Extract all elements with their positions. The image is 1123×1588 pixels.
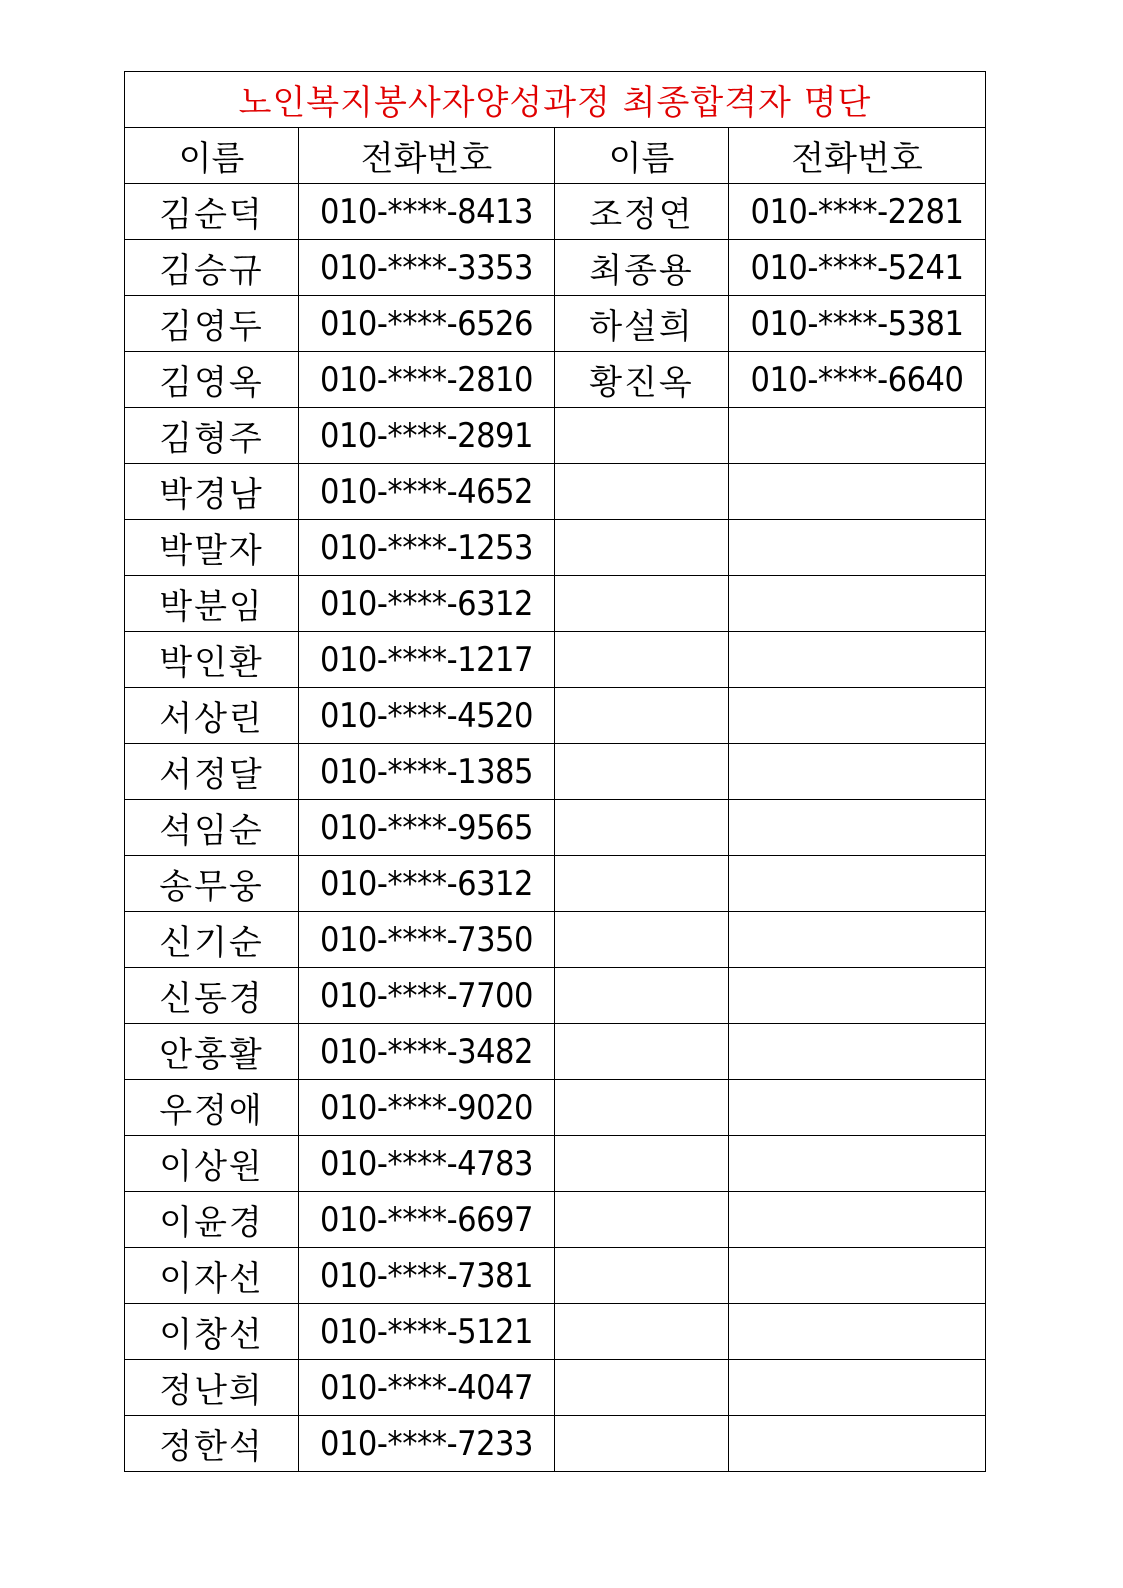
phone-cell-right	[729, 744, 986, 800]
name-cell-left: 김형주	[125, 408, 299, 464]
roster-table	[124, 71, 986, 1472]
name-cell-left: 신동경	[125, 968, 299, 1024]
table-row	[125, 800, 986, 856]
name-cell-left: 정난희	[125, 1360, 299, 1416]
header-row	[125, 128, 986, 184]
roster-body	[125, 184, 986, 1472]
name-cell-right	[555, 1136, 729, 1192]
name-cell-right	[555, 912, 729, 968]
phone-cell-left: 010-****-7700	[299, 968, 555, 1024]
table-row	[125, 1360, 986, 1416]
phone-cell-right	[729, 1136, 986, 1192]
name-cell-right	[555, 632, 729, 688]
name-cell-left: 안홍활	[125, 1024, 299, 1080]
phone-cell-left: 010-****-1385	[299, 744, 555, 800]
table-row	[125, 352, 986, 408]
name-cell-left: 이자선	[125, 1248, 299, 1304]
table-row	[125, 632, 986, 688]
phone-cell-left: 010-****-1253	[299, 520, 555, 576]
name-cell-right	[555, 968, 729, 1024]
name-cell-right	[555, 1304, 729, 1360]
phone-cell-right	[729, 632, 986, 688]
title-row	[125, 72, 986, 128]
phone-cell-left: 010-****-7233	[299, 1416, 555, 1472]
name-cell-left: 김영옥	[125, 352, 299, 408]
phone-cell-left: 010-****-9020	[299, 1080, 555, 1136]
name-cell-right: 조정연	[555, 184, 729, 240]
phone-cell-right	[729, 968, 986, 1024]
table-row	[125, 408, 986, 464]
phone-cell-right: 010-****-5381	[729, 296, 986, 352]
phone-cell-right	[729, 464, 986, 520]
table-row	[125, 1024, 986, 1080]
phone-cell-left: 010-****-5121	[299, 1304, 555, 1360]
phone-cell-right	[729, 576, 986, 632]
table-row	[125, 520, 986, 576]
phone-cell-left: 010-****-4047	[299, 1360, 555, 1416]
name-cell-right	[555, 464, 729, 520]
name-cell-right	[555, 1080, 729, 1136]
phone-cell-left: 010-****-1217	[299, 632, 555, 688]
header-phone-left: 전화번호	[299, 128, 555, 184]
name-cell-left: 서상린	[125, 688, 299, 744]
roster-sheet	[124, 71, 985, 1472]
table-row	[125, 856, 986, 912]
phone-cell-right: 010-****-6640	[729, 352, 986, 408]
table-row	[125, 240, 986, 296]
phone-cell-right	[729, 800, 986, 856]
name-cell-left: 박경남	[125, 464, 299, 520]
table-row	[125, 968, 986, 1024]
name-cell-right	[555, 408, 729, 464]
table-row	[125, 1248, 986, 1304]
name-cell-left: 박말자	[125, 520, 299, 576]
phone-cell-left: 010-****-6697	[299, 1192, 555, 1248]
table-row	[125, 1080, 986, 1136]
phone-cell-right: 010-****-5241	[729, 240, 986, 296]
phone-cell-left: 010-****-7350	[299, 912, 555, 968]
phone-cell-left: 010-****-6526	[299, 296, 555, 352]
phone-cell-right	[729, 520, 986, 576]
name-cell-right	[555, 1360, 729, 1416]
header-phone-right: 전화번호	[729, 128, 986, 184]
name-cell-right	[555, 744, 729, 800]
phone-cell-left: 010-****-3482	[299, 1024, 555, 1080]
header-name-right: 이름	[555, 128, 729, 184]
name-cell-right: 최종용	[555, 240, 729, 296]
table-row	[125, 744, 986, 800]
name-cell-right	[555, 800, 729, 856]
table-row	[125, 688, 986, 744]
name-cell-right	[555, 576, 729, 632]
name-cell-right	[555, 1248, 729, 1304]
name-cell-left: 김영두	[125, 296, 299, 352]
name-cell-right	[555, 520, 729, 576]
name-cell-right: 하설희	[555, 296, 729, 352]
name-cell-right	[555, 688, 729, 744]
table-row	[125, 1192, 986, 1248]
table-row	[125, 912, 986, 968]
phone-cell-right: 010-****-2281	[729, 184, 986, 240]
name-cell-left: 김승규	[125, 240, 299, 296]
name-cell-left: 이상원	[125, 1136, 299, 1192]
phone-cell-right	[729, 1024, 986, 1080]
name-cell-left: 송무웅	[125, 856, 299, 912]
table-row	[125, 576, 986, 632]
name-cell-left: 신기순	[125, 912, 299, 968]
table-row	[125, 1416, 986, 1472]
phone-cell-left: 010-****-7381	[299, 1248, 555, 1304]
table-row	[125, 464, 986, 520]
phone-cell-left: 010-****-3353	[299, 240, 555, 296]
name-cell-left: 우정애	[125, 1080, 299, 1136]
phone-cell-right	[729, 1360, 986, 1416]
phone-cell-right	[729, 1248, 986, 1304]
phone-cell-left: 010-****-4520	[299, 688, 555, 744]
phone-cell-right	[729, 688, 986, 744]
phone-cell-left: 010-****-8413	[299, 184, 555, 240]
phone-cell-right	[729, 1080, 986, 1136]
phone-cell-left: 010-****-9565	[299, 800, 555, 856]
name-cell-right	[555, 856, 729, 912]
phone-cell-right	[729, 1416, 986, 1472]
page-title: 노인복지봉사자양성과정 최종합격자 명단	[125, 72, 986, 128]
name-cell-left: 석임순	[125, 800, 299, 856]
table-row	[125, 1304, 986, 1360]
phone-cell-left: 010-****-6312	[299, 856, 555, 912]
table-row	[125, 296, 986, 352]
name-cell-left: 이윤경	[125, 1192, 299, 1248]
phone-cell-right	[729, 856, 986, 912]
name-cell-right	[555, 1024, 729, 1080]
header-name-left: 이름	[125, 128, 299, 184]
phone-cell-left: 010-****-6312	[299, 576, 555, 632]
table-row	[125, 1136, 986, 1192]
name-cell-left: 서정달	[125, 744, 299, 800]
phone-cell-left: 010-****-2891	[299, 408, 555, 464]
table-row	[125, 184, 986, 240]
phone-cell-left: 010-****-2810	[299, 352, 555, 408]
name-cell-left: 이창선	[125, 1304, 299, 1360]
phone-cell-right	[729, 408, 986, 464]
name-cell-left: 김순덕	[125, 184, 299, 240]
phone-cell-right	[729, 912, 986, 968]
phone-cell-left: 010-****-4652	[299, 464, 555, 520]
phone-cell-left: 010-****-4783	[299, 1136, 555, 1192]
name-cell-right	[555, 1192, 729, 1248]
phone-cell-right	[729, 1304, 986, 1360]
name-cell-left: 박분임	[125, 576, 299, 632]
name-cell-right: 황진옥	[555, 352, 729, 408]
name-cell-left: 정한석	[125, 1416, 299, 1472]
name-cell-left: 박인환	[125, 632, 299, 688]
name-cell-right	[555, 1416, 729, 1472]
phone-cell-right	[729, 1192, 986, 1248]
